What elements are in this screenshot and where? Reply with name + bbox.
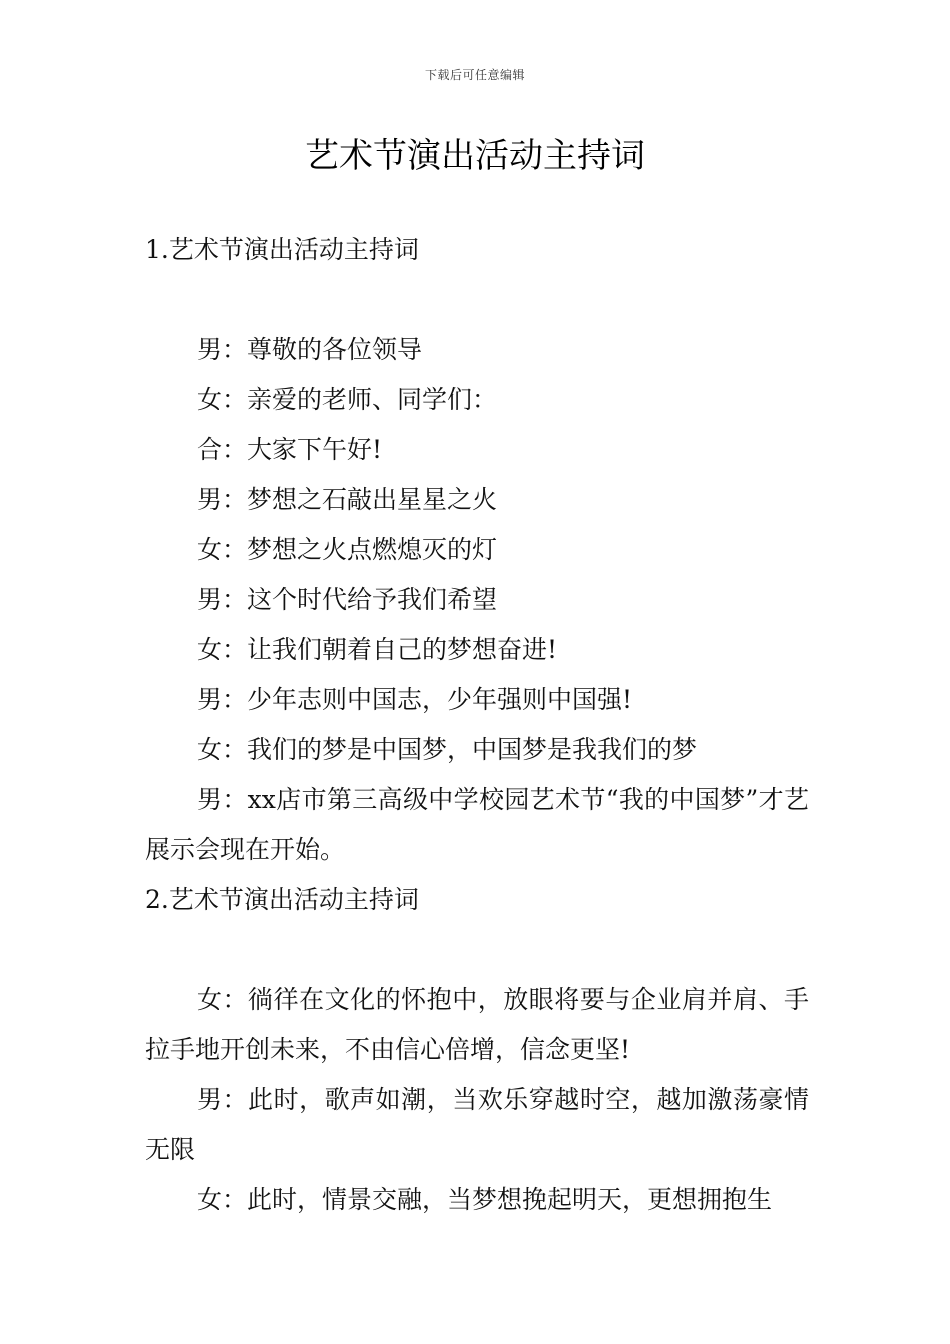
document-body xyxy=(145,225,809,1225)
header-note: 下载后可任意编辑 xyxy=(424,68,525,82)
dialogue-line: 男：xx店市第三高级中学校园艺术节“我的中国梦”才艺展示会现在开始。 xyxy=(145,785,809,864)
document-title: 艺术节演出活动主持词 xyxy=(305,136,645,176)
dialogue-line: 男：少年志则中国志，少年强则中国强! xyxy=(197,685,633,714)
blank-line xyxy=(145,275,809,325)
blank-line xyxy=(145,925,809,975)
dialogue-line: 男：此时，歌声如潮，当欢乐穿越时空，越加激荡豪情无限 xyxy=(145,1085,809,1164)
section-heading-2: 2.艺术节演出活动主持词 xyxy=(145,885,419,914)
dialogue-line: 男：梦想之石敲出星星之火 xyxy=(197,485,498,514)
dialogue-line: 男：尊敬的各位领导 xyxy=(197,335,423,364)
section-heading-1: 1.艺术节演出活动主持词 xyxy=(145,235,419,264)
dialogue-line: 女：徜徉在文化的怀抱中，放眼将要与企业肩并肩、手拉手地开创未来，不由信心倍增，信念更坚! xyxy=(145,985,809,1064)
dialogue-line: 女：让我们朝着自己的梦想奋进! xyxy=(197,635,558,664)
dialogue-line: 合：大家下午好! xyxy=(197,435,383,464)
dialogue-line: 女：梦想之火点燃熄灭的灯 xyxy=(197,535,498,564)
dialogue-line: 女：此时，情景交融，当梦想挽起明天，更想拥抱生 xyxy=(197,1185,773,1214)
dialogue-line: 女：亲爱的老师、同学们： xyxy=(197,385,498,414)
dialogue-line: 女：我们的梦是中国梦，中国梦是我我们的梦 xyxy=(197,735,698,764)
dialogue-line: 男：这个时代给予我们希望 xyxy=(197,585,498,614)
